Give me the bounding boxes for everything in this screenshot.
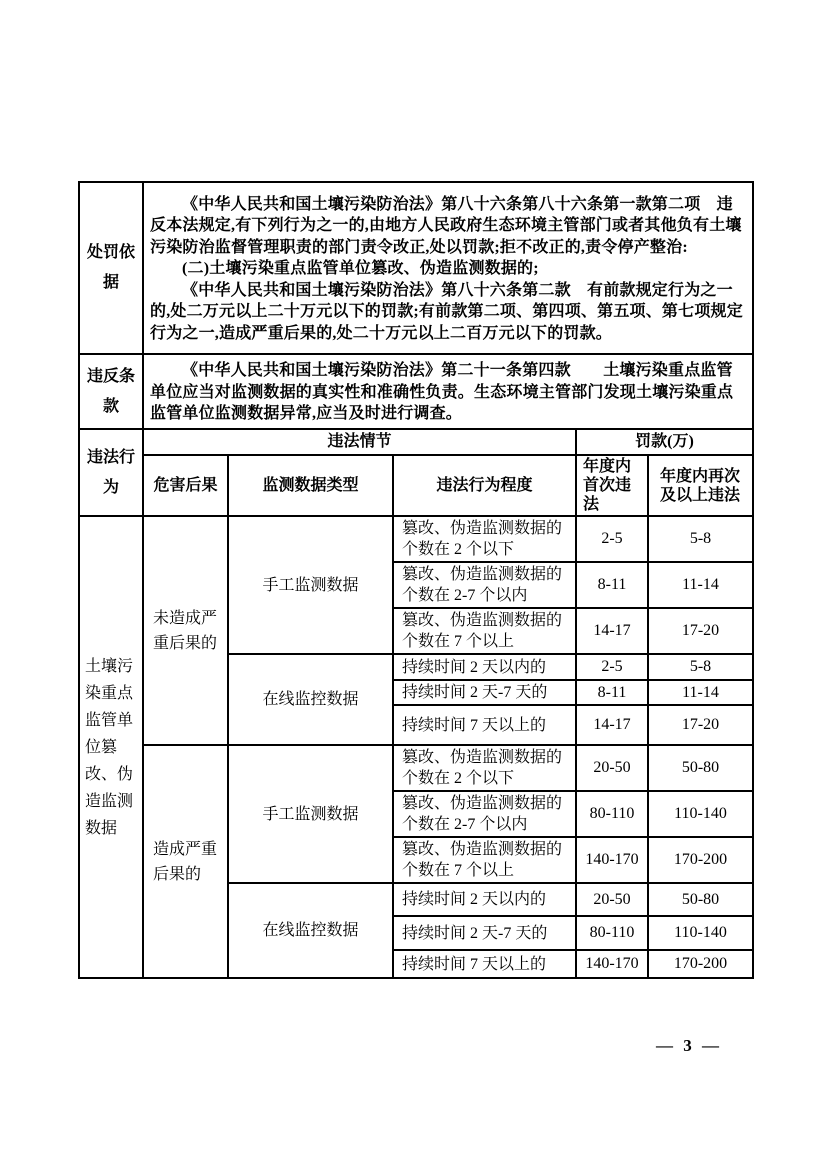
fine-repeat-cell: 170-200: [648, 837, 753, 883]
fine-repeat-cell: 17-20: [648, 608, 753, 654]
degree-cell: 篡改、伪造监测数据的个数在 2-7 个以内: [393, 562, 576, 608]
penalty-basis-text: [143, 182, 753, 354]
header-monitoring-data-type: 监测数据类型: [228, 455, 393, 516]
fine-first-cell: 8-11: [576, 680, 648, 705]
header-fine: 罚款(万): [576, 429, 753, 455]
header-violation-act: 违法行为: [79, 429, 143, 516]
degree-cell: 持续时间 7 天以上的: [393, 950, 576, 978]
fine-repeat-cell: 11-14: [648, 680, 753, 705]
penalty-basis-row: [79, 182, 753, 354]
fine-first-cell: 140-170: [576, 950, 648, 978]
consequence-cell-serious: 造成严重后果的: [143, 745, 228, 978]
table-header-row-top: [79, 429, 753, 455]
fine-repeat-cell: 17-20: [648, 705, 753, 745]
fine-repeat-cell: 170-200: [648, 950, 753, 978]
fine-first-cell: 80-110: [576, 916, 648, 950]
fine-first-cell: 20-50: [576, 883, 648, 916]
header-violation-circumstances: 违法情节: [143, 429, 576, 455]
fine-first-cell: 140-170: [576, 837, 648, 883]
fine-repeat-cell: 5-8: [648, 516, 753, 562]
fine-first-cell: 14-17: [576, 705, 648, 745]
fine-repeat-cell: 11-14: [648, 562, 753, 608]
degree-cell: 持续时间 2 天-7 天的: [393, 916, 576, 950]
fine-repeat-cell: 50-80: [648, 745, 753, 791]
penalty-basis-paragraph-1: 《中华人民共和国土壤污染防治法》第八十六条第八十六条第一款第二项 违反本法规定,有下列行为之一的,由地方人民政府生态环境主管部门或者其他负有土壤污染防治监督管理职责的部门责令改正,处以罚款;拒不改正的,责令停产整治:: [150, 195, 742, 256]
header-first-violation: 年度内首次违法: [576, 455, 648, 516]
fine-first-cell: 8-11: [576, 562, 648, 608]
degree-cell: 篡改、伪造监测数据的个数在 7 个以上: [393, 837, 576, 883]
data-type-cell-online: 在线监控数据: [228, 654, 393, 745]
violated-clause-paragraph-1: 《中华人民共和国土壤污染防治法》第二十一条第四款 土壤污染重点监管单位应当对监测数据的真实性和准确性负责。生态环境主管部门发现土壤污染重点监管单位监测数据异常,应当及时进行调查。: [150, 362, 734, 423]
violation-act-cell: 土壤污染重点监管单位篡改、伪造监测数据: [79, 516, 143, 978]
fine-first-cell: 2-5: [576, 516, 648, 562]
data-type-cell-manual: 手工监测数据: [228, 516, 393, 654]
degree-cell: 持续时间 7 天以上的: [393, 705, 576, 745]
degree-cell: 篡改、伪造监测数据的个数在 2-7 个以内: [393, 791, 576, 837]
header-harm-consequence: 危害后果: [143, 455, 228, 516]
fine-first-cell: 2-5: [576, 654, 648, 680]
fine-first-cell: 80-110: [576, 791, 648, 837]
penalty-regulation-table: [78, 181, 754, 979]
fine-first-cell: 14-17: [576, 608, 648, 654]
page-number: — 3 —: [656, 1036, 720, 1055]
degree-cell: 篡改、伪造监测数据的个数在 7 个以上: [393, 608, 576, 654]
violated-clause-label: 违反条款: [79, 354, 143, 429]
table-row: [79, 745, 753, 791]
data-type-cell-manual: 手工监测数据: [228, 745, 393, 883]
penalty-basis-paragraph-3: 《中华人民共和国土壤污染防治法》第八十六条第二款 有前款规定行为之一的,处二万元以上二十万元以下的罚款;有前款第二项、第四项、第五项、第七项规定行为之一,造成严重后果的,处二十万元以上二百万元以下的罚款。: [150, 281, 743, 342]
fine-first-cell: 20-50: [576, 745, 648, 791]
consequence-cell-minor: 未造成严重后果的: [143, 516, 228, 745]
fine-repeat-cell: 5-8: [648, 654, 753, 680]
header-violation-degree: 违法行为程度: [393, 455, 576, 516]
violated-clause-row: [79, 354, 753, 429]
header-repeat-violation: 年度内再次及以上违法: [648, 455, 753, 516]
table-header-row-sub: [79, 455, 753, 516]
degree-cell: 持续时间 2 天以内的: [393, 654, 576, 680]
data-type-cell-online: 在线监控数据: [228, 883, 393, 978]
penalty-basis-label: 处罚依据: [79, 182, 143, 354]
table-row: [79, 516, 753, 562]
fine-repeat-cell: 110-140: [648, 916, 753, 950]
degree-cell: 篡改、伪造监测数据的个数在 2 个以下: [393, 745, 576, 791]
fine-repeat-cell: 110-140: [648, 791, 753, 837]
penalty-basis-paragraph-2: (二)土壤污染重点监管单位篡改、伪造监测数据的;: [182, 260, 539, 278]
fine-repeat-cell: 50-80: [648, 883, 753, 916]
degree-cell: 持续时间 2 天-7 天的: [393, 680, 576, 705]
violated-clause-text: [143, 354, 753, 429]
degree-cell: 持续时间 2 天以内的: [393, 883, 576, 916]
degree-cell: 篡改、伪造监测数据的个数在 2 个以下: [393, 516, 576, 562]
